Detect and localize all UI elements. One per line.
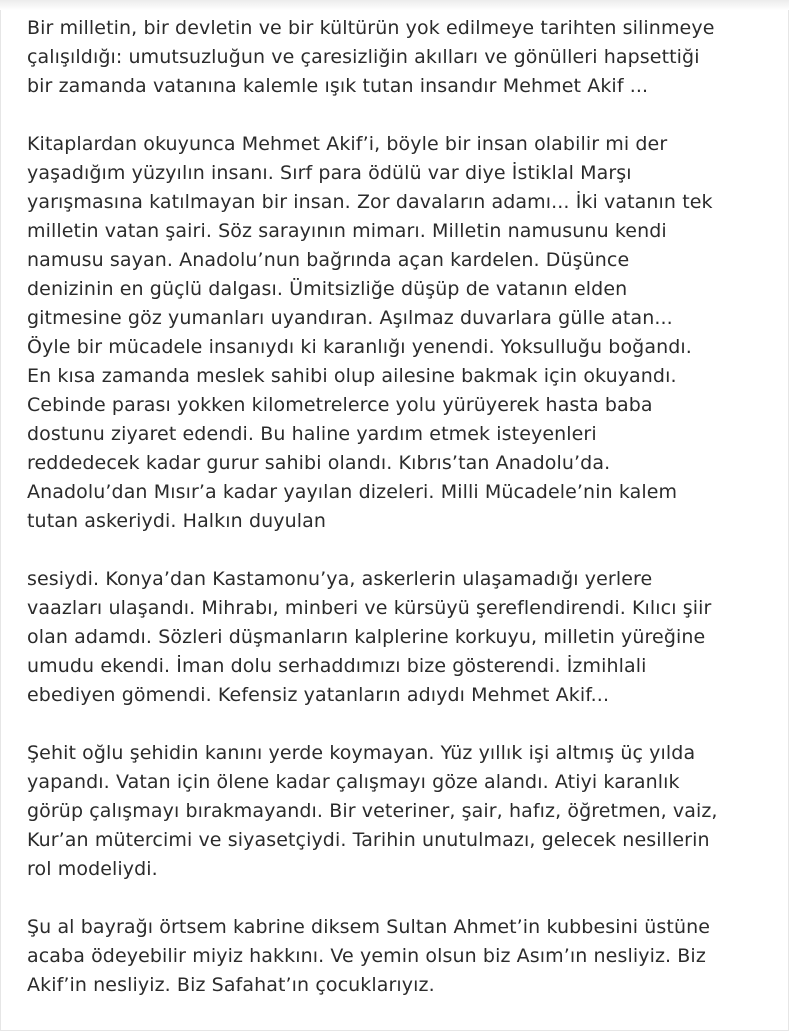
text-line: Akif’in nesliyiz. Biz Safahat’ın çocuklarıyız. [27, 974, 435, 996]
paragraph [27, 913, 772, 1000]
text-line: çalışıldığı: umutsuzluğun ve çaresizliğin akılları ve gönülleri hapsettiği [27, 46, 700, 68]
text-line: ebediyen gömendi. Kefensiz yatanların adıydı Mehmet Akif... [27, 684, 610, 706]
text-line: dostunu ziyaret edendi. Bu haline yardım etmek isteyenleri [27, 423, 597, 445]
paragraph [27, 739, 772, 884]
page-top-shadow [0, 0, 789, 10]
text-line: umudu ekendi. İman dolu serhaddımızı bize gösterendi. İzmihlali [27, 655, 647, 677]
text-line: olan adamdı. Sözleri düşmanların kalplerine korkuyu, milletin yüreğine [27, 626, 706, 648]
text-line: Anadolu’dan Mısır’a kadar yayılan dizeleri. Milli Mücadele’nin kalem [27, 481, 678, 503]
text-line: görüp çalışmayı bırakmayandı. Bir veteriner, şair, hafız, öğretmen, vaiz, [27, 800, 718, 822]
text-line: milletin vatan şairi. Söz sarayının mimarı. Milletin namusunu kendi [27, 220, 667, 242]
text-line: rol modeliydi. [27, 858, 158, 880]
text-line: Cebinde parası yokken kilometrelerce yolu yürüyerek hasta baba [27, 394, 653, 416]
text-line: Öyle bir mücadele insanıydı ki karanlığı yenendi. Yoksulluğu boğandı. [27, 336, 692, 358]
paragraph [27, 565, 772, 710]
text-line: reddedecek kadar gurur sahibi olandı. Kıbrıs’tan Anadolu’da. [27, 452, 611, 474]
text-line: Şu al bayrağı örtsem kabrine diksem Sultan Ahmet’in kubbesini üstüne [27, 916, 711, 938]
text-line: yarışmasına katılmayan bir insan. Zor davaların adamı... İki vatanın tek [27, 191, 713, 213]
text-line: namusu sayan. Anadolu’nun bağrında açan kardelen. Düşünce [27, 249, 630, 271]
text-line: gitmesine göz yumanları uyandıran. Aşılmaz duvarlara gülle atan... [27, 307, 673, 329]
text-line: denizinin en güçlü dalgası. Ümitsizliğe düşüp de vatanın elden [27, 278, 628, 300]
text-line: yaşadığım yüzyılın insanı. Sırf para ödülü var diye İstiklal Marşı [27, 162, 632, 184]
text-line: Şehit oğlu şehidin kanını yerde koymayan. Yüz yıllık işi altmış üç yılda [27, 742, 696, 764]
text-line: Bir milletin, bir devletin ve bir kültürün yok edilmeye tarihten silinmeye [27, 17, 715, 39]
paragraph [27, 14, 772, 101]
text-line: yapandı. Vatan için ölene kadar çalışmayı göze alandı. Atiyi karanlık [27, 771, 680, 793]
text-line: vaazları ulaşandı. Mihrabı, minberi ve kürsüyü şereflendirendi. Kılıcı şiir [27, 597, 712, 619]
text-line: sesiydi. Konya’dan Kastamonu’ya, askerlerin ulaşamadığı yerlere [27, 568, 653, 590]
article-body [27, 14, 772, 1029]
text-line: bir zamanda vatanına kalemle ışık tutan insandır Mehmet Akif ... [27, 75, 649, 97]
text-line: Kitaplardan okuyunca Mehmet Akif’i, böyle bir insan olabilir mi der [27, 133, 668, 155]
text-line: En kısa zamanda meslek sahibi olup ailesine bakmak için okuyandı. [27, 365, 677, 387]
paragraph [27, 130, 772, 536]
text-line: Kur’an mütercimi ve siyasetçiydi. Tarihin unutulmazı, gelecek nesillerin [27, 829, 710, 851]
text-line: tutan askeriydi. Halkın duyulan [27, 510, 327, 532]
text-line: acaba ödeyebilir miyiz hakkını. Ve yemin olsun biz Asım’ın nesliyiz. Biz [27, 945, 706, 967]
